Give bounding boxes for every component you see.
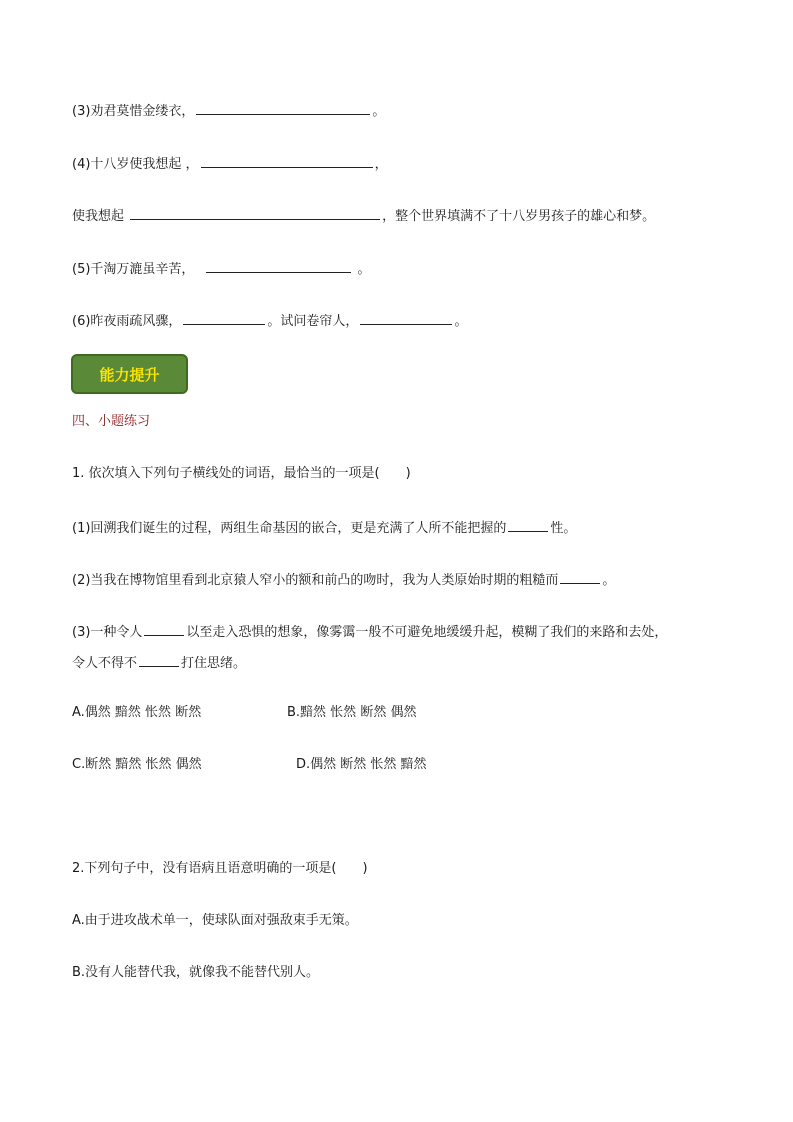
question-2-option-a: A.由于进攻战术单一，使球队面对强敌束手无策。 bbox=[72, 913, 358, 928]
question-1-option-a: A.偶然 黯然 怅然 断然 bbox=[72, 705, 202, 720]
question-2-stem: 2.下列句子中，没有语病且语意明确的一项是( ) bbox=[72, 861, 368, 876]
answer-blank bbox=[196, 100, 370, 115]
sentence-1-text: (1)回溯我们诞生的过程，两组生命基因的嵌合，更是充满了人所不能把握的 bbox=[72, 521, 507, 536]
sentence-3-line2-text: 令人不得不 bbox=[72, 656, 138, 671]
question-1-stem: 1. 依次填入下列句子横线处的词语，最恰当的一项是( ) bbox=[72, 466, 411, 481]
fill-blank-6-middle: 。试问卷帘人， bbox=[267, 314, 359, 329]
answer-blank bbox=[183, 310, 265, 325]
fill-blank-3 bbox=[72, 100, 385, 121]
sentence-1-suffix: 性。 bbox=[550, 521, 577, 536]
question-1-sentence-3-line2 bbox=[72, 652, 246, 673]
fill-blank-6-suffix: 。 bbox=[454, 314, 468, 329]
answer-blank bbox=[139, 652, 179, 667]
answer-blank bbox=[201, 153, 373, 168]
fill-blank-4-line2-suffix: ，整个世界填满不了十八岁男孩子的雄心和梦。 bbox=[382, 209, 656, 224]
sentence-2-suffix: 。 bbox=[602, 573, 616, 588]
fill-blank-5 bbox=[72, 258, 371, 279]
fill-blank-6 bbox=[72, 310, 467, 331]
sentence-3-middle: 以至走入恐惧的想象，像雾霭一般不可避免地缓缓升起，模糊了我们的来路和去处， bbox=[186, 625, 668, 640]
ability-improvement-badge bbox=[71, 354, 188, 394]
question-1-sentence-3 bbox=[72, 621, 667, 642]
answer-blank bbox=[560, 569, 600, 584]
section-title: 四、小题练习 bbox=[72, 414, 151, 429]
answer-blank bbox=[360, 310, 452, 325]
answer-blank bbox=[508, 517, 548, 532]
sentence-2-text: (2)当我在博物馆里看到北京猿人窄小的额和前凸的吻时，我为人类原始时期的粗糙而 bbox=[72, 573, 559, 588]
answer-blank bbox=[206, 258, 351, 273]
question-1-option-d: D.偶然 断然 怅然 黯然 bbox=[296, 757, 427, 772]
sentence-3-text: (3)一种令人 bbox=[72, 625, 143, 640]
question-1-option-b: B.黯然 怅然 断然 偶然 bbox=[287, 705, 417, 720]
fill-blank-6-text: (6)昨夜雨疏风骤， bbox=[72, 314, 182, 329]
sentence-3-line2-suffix: 打住思绪。 bbox=[181, 656, 247, 671]
question-2-option-b: B.没有人能替代我，就像我不能替代别人。 bbox=[72, 965, 320, 980]
fill-blank-5-text: (5)千淘万漉虽辛苦， bbox=[72, 262, 195, 277]
answer-blank bbox=[130, 205, 380, 220]
badge-label: 能力提升 bbox=[99, 365, 160, 384]
fill-blank-5-suffix: 。 bbox=[353, 262, 371, 277]
answer-blank bbox=[144, 621, 184, 636]
fill-blank-4 bbox=[72, 153, 388, 174]
fill-blank-4-suffix: ， bbox=[374, 157, 388, 172]
question-1-option-c: C.断然 黯然 怅然 偶然 bbox=[72, 757, 202, 772]
fill-blank-3-suffix: 。 bbox=[372, 104, 386, 119]
fill-blank-4-text: (4)十八岁使我想起 ， bbox=[72, 157, 199, 172]
fill-blank-4-line2 bbox=[72, 205, 655, 226]
fill-blank-4-line2-text: 使我想起 bbox=[72, 209, 129, 224]
question-1-sentence-2 bbox=[72, 569, 615, 590]
fill-blank-3-text: (3)劝君莫惜金缕衣， bbox=[72, 104, 195, 119]
question-1-sentence-1 bbox=[72, 517, 576, 538]
